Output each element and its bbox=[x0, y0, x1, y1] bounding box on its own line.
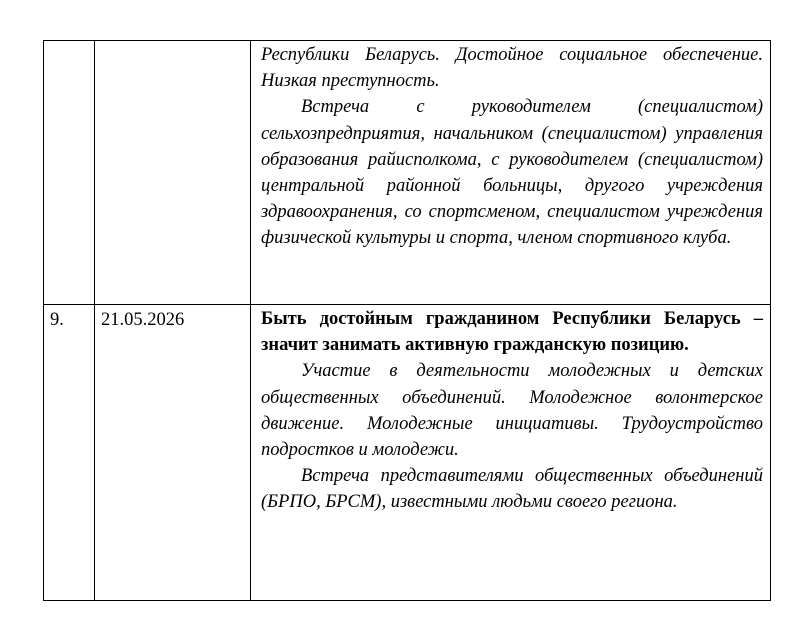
content-paragraph: Участие в деятельности молодежных и детских общественных объединений. Молодежное волонтерское движение. Молодежные инициативы. Трудоустройство подростков и молодежи. bbox=[261, 361, 763, 461]
row-date bbox=[95, 41, 250, 43]
content-paragraph: Встреча представителями общественных объединений (БРПО, БРСМ), известными людьми своего региона. bbox=[261, 466, 763, 513]
number-cell bbox=[44, 305, 95, 601]
date-cell bbox=[95, 305, 251, 601]
content-paragraph: Встреча с руководителем (специалистом) сельхозпредприятия, начальником (специалистом) управления образования райисполкома, с руководителем (специалистом) центральной районной больницы, другого учреждения здравоохранения, со спортсменом, специалистом учреждения физической культуры и спорта, членом спортивного клуба. bbox=[261, 97, 763, 249]
row-date: 21.05.2026 bbox=[101, 310, 185, 330]
content-paragraph: Республики Беларусь. Достойное социальное обеспечение. Низкая преступность. bbox=[261, 45, 763, 92]
table-row bbox=[44, 41, 771, 305]
topic-title: Быть достойным гражданином Республики Беларусь – значит занимать активную гражданскую позицию. bbox=[261, 309, 763, 356]
number-cell bbox=[44, 41, 95, 305]
content-cell bbox=[251, 305, 771, 601]
date-cell bbox=[95, 41, 251, 305]
schedule-table bbox=[43, 40, 771, 601]
table-row bbox=[44, 305, 771, 601]
row-number: 9. bbox=[50, 310, 64, 330]
content-cell bbox=[251, 41, 771, 305]
row-number bbox=[44, 41, 94, 43]
